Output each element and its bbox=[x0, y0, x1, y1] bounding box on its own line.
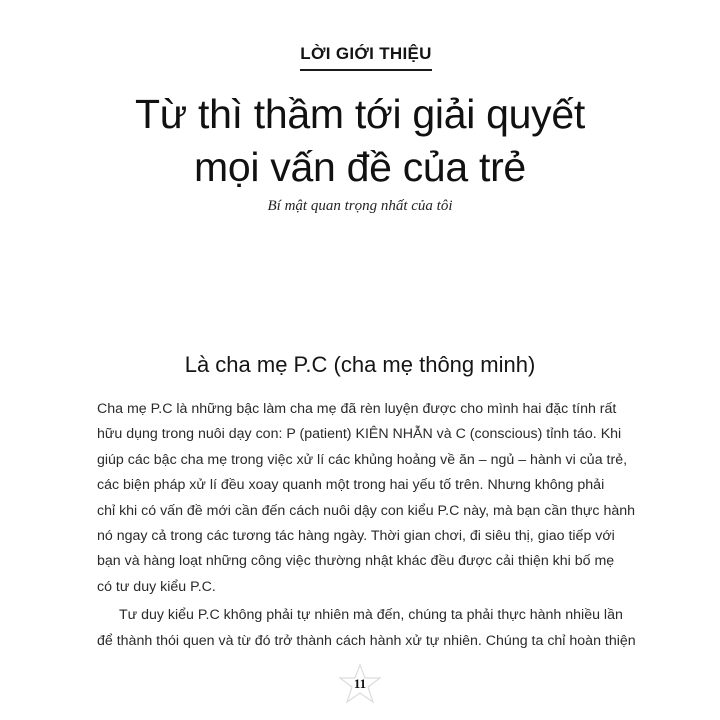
paragraph-line: các biện pháp xử lí đều xoay quanh một trong hai yếu tố trên. Nhưng không phải bbox=[97, 477, 605, 494]
paragraph-line: có tư duy kiểu P.C. bbox=[97, 578, 216, 595]
page-number: 11 bbox=[353, 676, 367, 691]
paragraph-2 bbox=[97, 603, 643, 654]
paragraph-line: Tư duy kiểu P.C không phải tự nhiên mà đến, chúng ta phải thực hành nhiều lần bbox=[119, 607, 623, 624]
paragraph-line: nó ngay cả trong các tương tác hàng ngày. Thời gian chơi, đi siêu thị, giao tiếp với bbox=[97, 528, 615, 545]
subtitle: Bí mật quan trọng nhất của tôi bbox=[267, 198, 453, 214]
title-line-2: mọi vấn đề của trẻ bbox=[194, 144, 526, 190]
paragraph-line: chỉ khi có vấn đề mới cần đến cách nuôi dậy con kiểu P.C này, mà bạn cần thực hành bbox=[97, 502, 636, 519]
body-text bbox=[97, 397, 643, 654]
paragraph-1 bbox=[97, 397, 643, 600]
paragraph-line: bạn và hàng loạt những công việc thường nhật khác đều được cải thiện khi bố mẹ bbox=[97, 553, 615, 570]
paragraph-line: để thành thói quen và từ đó trở thành cách hành xử tự nhiên. Chúng ta chỉ hoàn thiện bbox=[97, 632, 636, 649]
paragraph-line: Cha mẹ P.C là những bậc làm cha mẹ đã rèn luyện được cho mình hai đặc tính rất bbox=[97, 401, 617, 417]
paragraph-line: hữu dụng trong nuôi dạy con: P (patient) KIÊN NHẪN và C (conscious) tỉnh táo. Khi bbox=[97, 426, 622, 443]
page-title bbox=[60, 88, 660, 194]
section-heading: Là cha mẹ P.C (cha mẹ thông minh) bbox=[184, 352, 536, 377]
title-line-1: Từ thì thầm tới giải quyết bbox=[135, 91, 585, 137]
intro-label: LỜI GIỚI THIỆU bbox=[300, 44, 432, 71]
paragraph-line: giúp các bậc cha mẹ trong việc xử lí các khủng hoảng về ăn – ngủ – hành vi của trẻ, bbox=[97, 451, 628, 468]
